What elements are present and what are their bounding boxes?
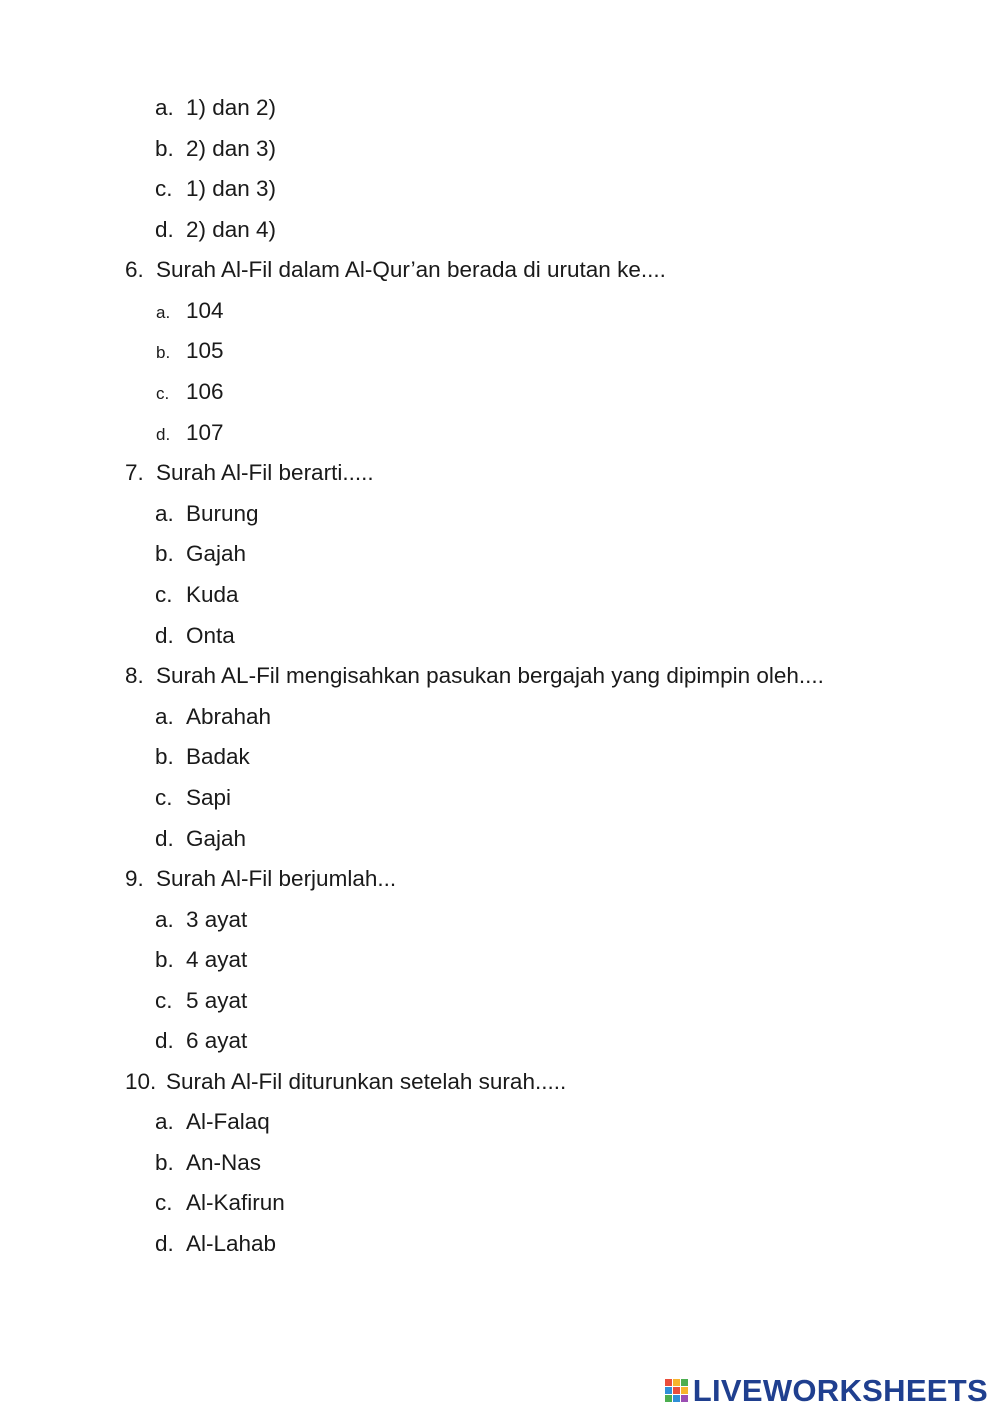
- option-text: Al-Lahab: [186, 1231, 277, 1256]
- option-letter: c.: [156, 384, 170, 403]
- option-letter: a.: [155, 95, 174, 120]
- option-letter: c.: [155, 176, 173, 201]
- option-text: 1) dan 3): [186, 176, 277, 201]
- option-text: Gajah: [186, 541, 247, 566]
- option-text: 2) dan 4): [186, 217, 277, 242]
- question-text: Surah AL-Fil mengisahkan pasukan bergajah yang dipimpin oleh....: [156, 663, 824, 688]
- option-letter: d.: [155, 826, 174, 851]
- option-letter: b.: [155, 136, 174, 161]
- option-text: 4 ayat: [186, 947, 248, 972]
- question-text: Surah Al-Fil dalam Al-Qur’an berada di urutan ke....: [156, 257, 666, 282]
- option-letter: b.: [155, 541, 174, 566]
- option-text: Abrahah: [186, 704, 272, 729]
- option-letter: d.: [155, 217, 174, 242]
- option-letter: c.: [155, 988, 173, 1013]
- option-text: Badak: [186, 744, 250, 769]
- option-text: 6 ayat: [186, 1028, 248, 1053]
- option-letter: a.: [155, 501, 174, 526]
- option-text: 3 ayat: [186, 907, 248, 932]
- question-text: Surah Al-Fil berjumlah...: [156, 866, 397, 891]
- option-letter: d.: [155, 1028, 174, 1053]
- option-letter: c.: [155, 785, 173, 810]
- option-letter: d.: [155, 1231, 174, 1256]
- option-letter: b.: [155, 1150, 174, 1175]
- option-letter: d.: [156, 425, 171, 444]
- option-text: Sapi: [186, 785, 232, 810]
- option-letter: d.: [155, 623, 174, 648]
- option-text: 105: [186, 338, 224, 363]
- option-letter: a.: [156, 303, 171, 322]
- option-letter: a.: [155, 907, 174, 932]
- liveworksheets-logo-icon: [665, 1379, 689, 1403]
- liveworksheets-logo[interactable]: [665, 1374, 988, 1408]
- option-text: 106: [186, 379, 224, 404]
- question-text: Surah Al-Fil berarti.....: [156, 460, 374, 485]
- option-letter: b.: [155, 947, 174, 972]
- option-letter: b.: [156, 343, 171, 362]
- option-text: Gajah: [186, 826, 247, 851]
- option-text: Al-Falaq: [186, 1109, 270, 1134]
- option-text: Al-Kafirun: [186, 1190, 285, 1215]
- option-text: An-Nas: [186, 1150, 262, 1175]
- question-text: Surah Al-Fil diturunkan setelah surah.....: [166, 1069, 567, 1094]
- option-text: Onta: [186, 623, 235, 648]
- option-text: 104: [186, 298, 224, 323]
- option-text: Kuda: [186, 582, 239, 607]
- option-text: 2) dan 3): [186, 136, 277, 161]
- question-number: 9.: [125, 866, 144, 891]
- question-number: 6.: [125, 257, 144, 282]
- question-number: 10.: [125, 1069, 157, 1094]
- option-text: 107: [186, 420, 224, 445]
- question-number: 7.: [125, 460, 144, 485]
- option-letter: c.: [155, 582, 173, 607]
- question-number: 8.: [125, 663, 144, 688]
- option-text: Burung: [186, 501, 259, 526]
- option-letter: a.: [155, 1109, 174, 1134]
- liveworksheets-logo-text: LIVEWORKSHEETS: [692, 1373, 988, 1408]
- option-letter: a.: [155, 704, 174, 729]
- option-text: 1) dan 2): [186, 95, 277, 120]
- option-text: 5 ayat: [186, 988, 248, 1013]
- option-letter: c.: [155, 1190, 173, 1215]
- option-letter: b.: [155, 744, 174, 769]
